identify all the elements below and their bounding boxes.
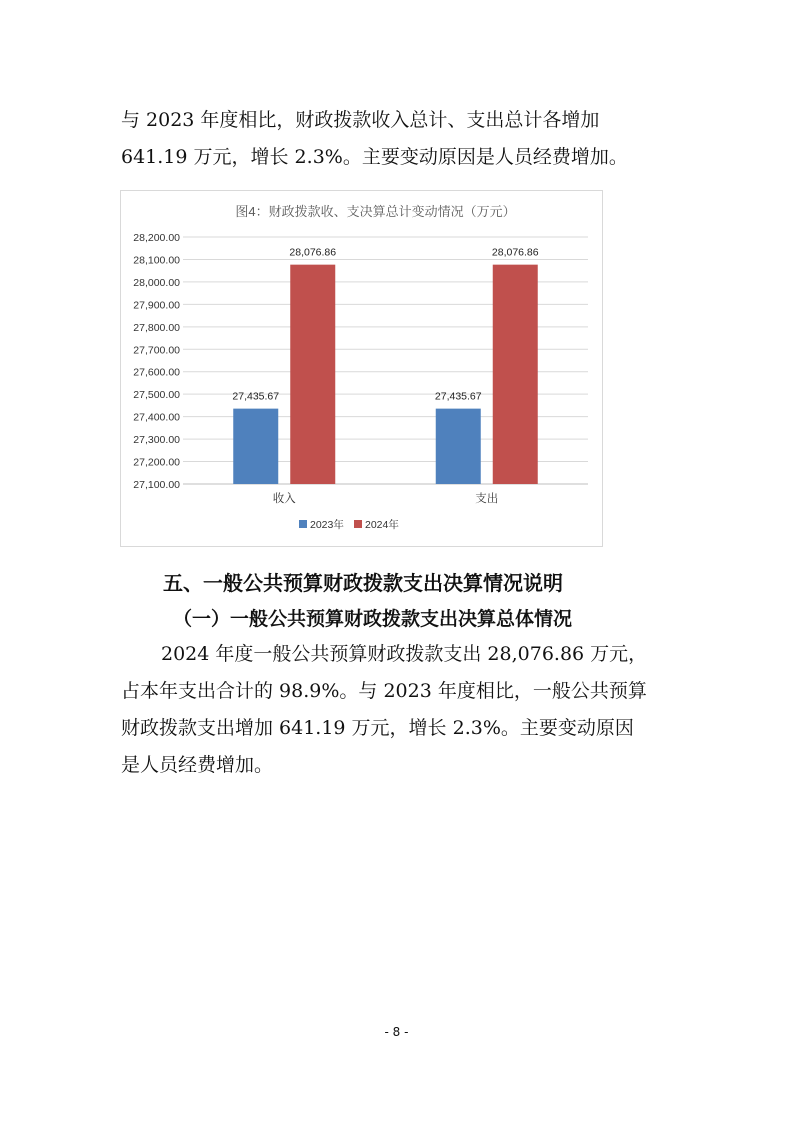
paragraph-line: 是人员经费增加。 bbox=[121, 754, 274, 776]
y-tick-label: 27,700.00 bbox=[133, 344, 180, 357]
bar-1 bbox=[493, 265, 538, 484]
legend-swatch bbox=[299, 520, 307, 528]
data-label: 28,076.86 bbox=[289, 246, 337, 259]
y-tick-label: 27,800.00 bbox=[133, 321, 180, 334]
y-tick-label: 28,200.00 bbox=[133, 232, 180, 244]
data-label: 27,435.67 bbox=[434, 390, 482, 403]
paragraph-line: 占本年支出合计的 98.9%。与 2023 年度相比，一般公共预算 bbox=[121, 680, 647, 702]
legend-label: 2023年 bbox=[310, 519, 344, 531]
bar-chart bbox=[120, 190, 603, 547]
y-tick-label: 27,500.00 bbox=[133, 389, 180, 402]
y-tick-label: 27,900.00 bbox=[133, 299, 180, 312]
page-number: - 8 - bbox=[384, 1025, 409, 1039]
paragraph-line: 2024 年度一般公共预算财政拨款支出 28,076.86 万元， bbox=[161, 643, 648, 665]
paragraph-budget-change bbox=[121, 102, 681, 176]
y-tick-label: 28,100.00 bbox=[133, 254, 180, 267]
chart-canvas bbox=[121, 191, 604, 548]
y-tick-label: 27,400.00 bbox=[133, 411, 180, 424]
bar-1 bbox=[290, 265, 335, 484]
legend-swatch bbox=[354, 520, 362, 528]
data-label: 27,435.67 bbox=[232, 390, 280, 403]
y-tick-label: 27,200.00 bbox=[133, 456, 180, 469]
paragraph-line: 641.19 万元，增长 2.3%。主要变动原因是人员经费增加。 bbox=[121, 146, 628, 168]
x-tick-label: 收入 bbox=[272, 493, 296, 505]
chart-title: 图4：财政拨款收、支决算总计变动情况（万元） bbox=[235, 204, 516, 219]
y-tick-label: 28,000.00 bbox=[133, 276, 180, 289]
data-label: 28,076.86 bbox=[491, 246, 539, 259]
x-tick-label: 支出 bbox=[475, 493, 499, 505]
paragraph-line: 与 2023 年度相比，财政拨款收入总计、支出总计各增加 bbox=[121, 109, 600, 131]
y-tick-label: 27,600.00 bbox=[133, 366, 180, 379]
bar-0 bbox=[436, 409, 481, 484]
y-tick-label: 27,100.00 bbox=[133, 479, 180, 491]
paragraph-general-budget bbox=[121, 636, 681, 784]
subsection-heading: （一）一般公共预算财政拨款支出决算总体情况 bbox=[173, 608, 573, 630]
y-tick-label: 27,300.00 bbox=[133, 434, 180, 447]
section-heading: 五、一般公共预算财政拨款支出决算情况说明 bbox=[163, 571, 563, 595]
bar-0 bbox=[233, 409, 278, 484]
legend-label: 2024年 bbox=[365, 519, 399, 531]
paragraph-line: 财政拨款支出增加 641.19 万元，增长 2.3%。主要变动原因 bbox=[121, 717, 634, 739]
